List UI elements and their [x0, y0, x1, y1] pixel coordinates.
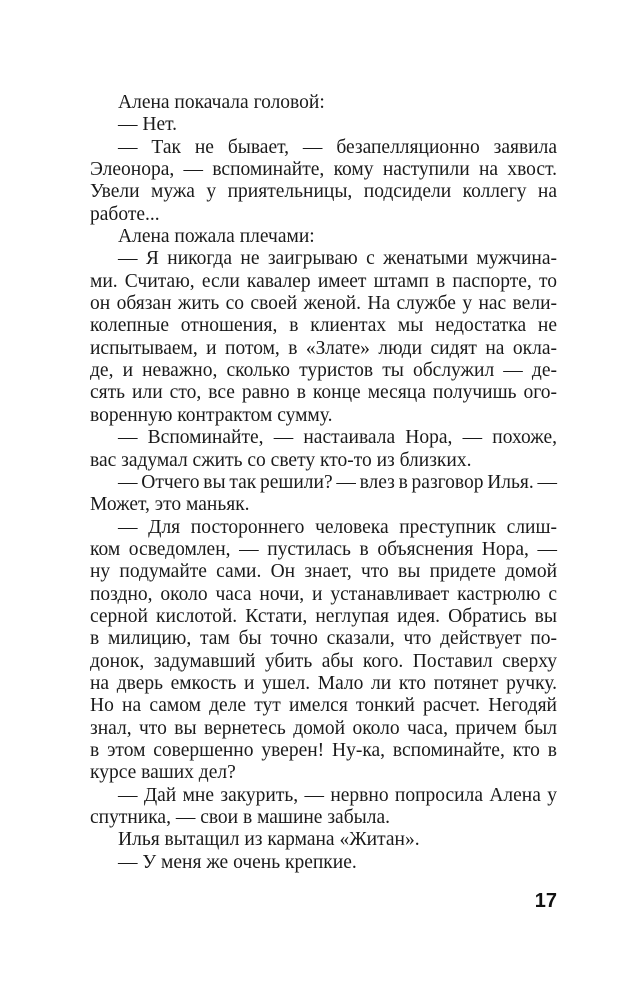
text-line-content: Может, это маньяк.	[90, 494, 250, 516]
text-line	[90, 360, 557, 382]
text-line	[90, 427, 557, 449]
text-line-content: Алена пожала плечами:	[118, 226, 315, 248]
text-line	[90, 271, 557, 293]
text-line-content: — Я никогда не заигрываю с женатыми мужчина-	[118, 248, 557, 270]
text-line	[90, 159, 557, 181]
text-line	[90, 405, 557, 427]
text-line	[90, 137, 557, 159]
text-line-content: — Нет.	[118, 114, 178, 136]
text-line	[90, 472, 557, 494]
text-line-content: — Так не бывает, — безапелляционно заявила	[118, 136, 557, 158]
text-line	[90, 807, 557, 829]
text-line-content: спутника, — свои в машине забыла.	[90, 807, 390, 828]
text-line-content: колепные отношения, в клиентах мы недостатка не	[90, 315, 557, 337]
text-line-content: Алена покачала головой:	[118, 92, 325, 113]
text-line	[90, 673, 557, 695]
text-line	[90, 181, 557, 203]
text-line	[90, 517, 557, 539]
text-line	[90, 561, 557, 583]
text-line	[90, 226, 557, 248]
text-line-content: — Отчего вы так решили? — влез в разговор Илья. —	[118, 471, 557, 493]
text-line	[90, 718, 557, 740]
text-line-content: донок, задумавший убить абы кого. Поставил сверху	[90, 650, 557, 672]
text-line	[90, 785, 557, 807]
text-line-content: — Дай мне закурить, — нервно попросила Алена у	[118, 784, 557, 806]
text-line-content: Увели мужа у приятельницы, подсидели коллегу на	[90, 181, 557, 203]
text-line	[90, 450, 557, 472]
text-line	[90, 651, 557, 673]
text-line	[90, 293, 557, 315]
page-number: 17	[534, 890, 557, 912]
text-line	[90, 762, 557, 784]
text-line	[90, 695, 557, 717]
text-line	[90, 204, 557, 226]
text-line-content: ком осведомлен, — пустилась в объяснения Нора, —	[90, 538, 557, 560]
text-line	[90, 114, 557, 136]
text-line-content: Илья вытащил из кармана «Житан».	[118, 829, 420, 851]
text-line-content: в милицию, там бы точно сказали, что действует по-	[90, 628, 557, 650]
text-line	[90, 584, 557, 606]
page-body-text	[90, 92, 557, 874]
text-line	[90, 92, 557, 114]
text-line	[90, 740, 557, 762]
text-line	[90, 494, 557, 516]
text-line-content: серной кислотой. Кстати, неглупая идея. Обратись вы	[90, 605, 557, 627]
text-line	[90, 248, 557, 270]
text-line	[90, 829, 557, 851]
text-line	[90, 539, 557, 561]
text-line	[90, 382, 557, 404]
text-line	[90, 315, 557, 337]
text-line-content: испытываем, и потом, в «Злате» люди сидят на окла-	[90, 337, 557, 359]
text-line	[90, 628, 557, 650]
text-line-content: Но на самом деле тут имелся тонкий расчет. Негодяй	[90, 695, 557, 717]
text-line-content: в этом совершенно уверен! Ну-ка, вспоминайте, кто в	[90, 739, 557, 761]
text-line	[90, 338, 557, 360]
text-line-content: он обязан жить со своей женой. На службе у нас вели-	[90, 293, 557, 315]
text-line-content: на дверь емкость и ушел. Мало ли кто потянет ручку.	[90, 672, 557, 694]
text-line-content: поздно, около часа ночи, и устанавливает кастрюлю с	[90, 583, 557, 605]
text-line-content: ну подумайте сами. Он знает, что вы придете домой	[90, 561, 557, 583]
text-line-content: вас задумал сжить со свету кто-то из близких.	[90, 449, 472, 471]
text-line-content: ми. Считаю, если кавалер имеет штамп в паспорте, то	[90, 270, 557, 292]
text-line-content: де, и неважно, сколько туристов ты обслужил — де-	[90, 360, 557, 382]
text-line-content: — Для постороннего человека преступник слиш-	[118, 516, 557, 538]
text-line-content: — Вспоминайте, — настаивала Нора, — похоже,	[118, 427, 557, 449]
text-line	[90, 852, 557, 874]
text-line	[90, 606, 557, 628]
text-line-content: сять или сто, все равно в конце месяца получишь ого-	[90, 382, 557, 404]
text-line-content: работе...	[90, 203, 160, 225]
text-line-content: воренную контрактом сумму.	[90, 404, 333, 426]
text-line-content: курсе ваших дел?	[90, 762, 236, 784]
text-line-content: Элеонора, — вспоминайте, кому наступили на хвост.	[90, 159, 557, 181]
text-line-content: — У меня же очень крепкие.	[118, 851, 357, 873]
text-line-content: знал, что вы вернетесь домой около часа, причем был	[90, 717, 557, 739]
